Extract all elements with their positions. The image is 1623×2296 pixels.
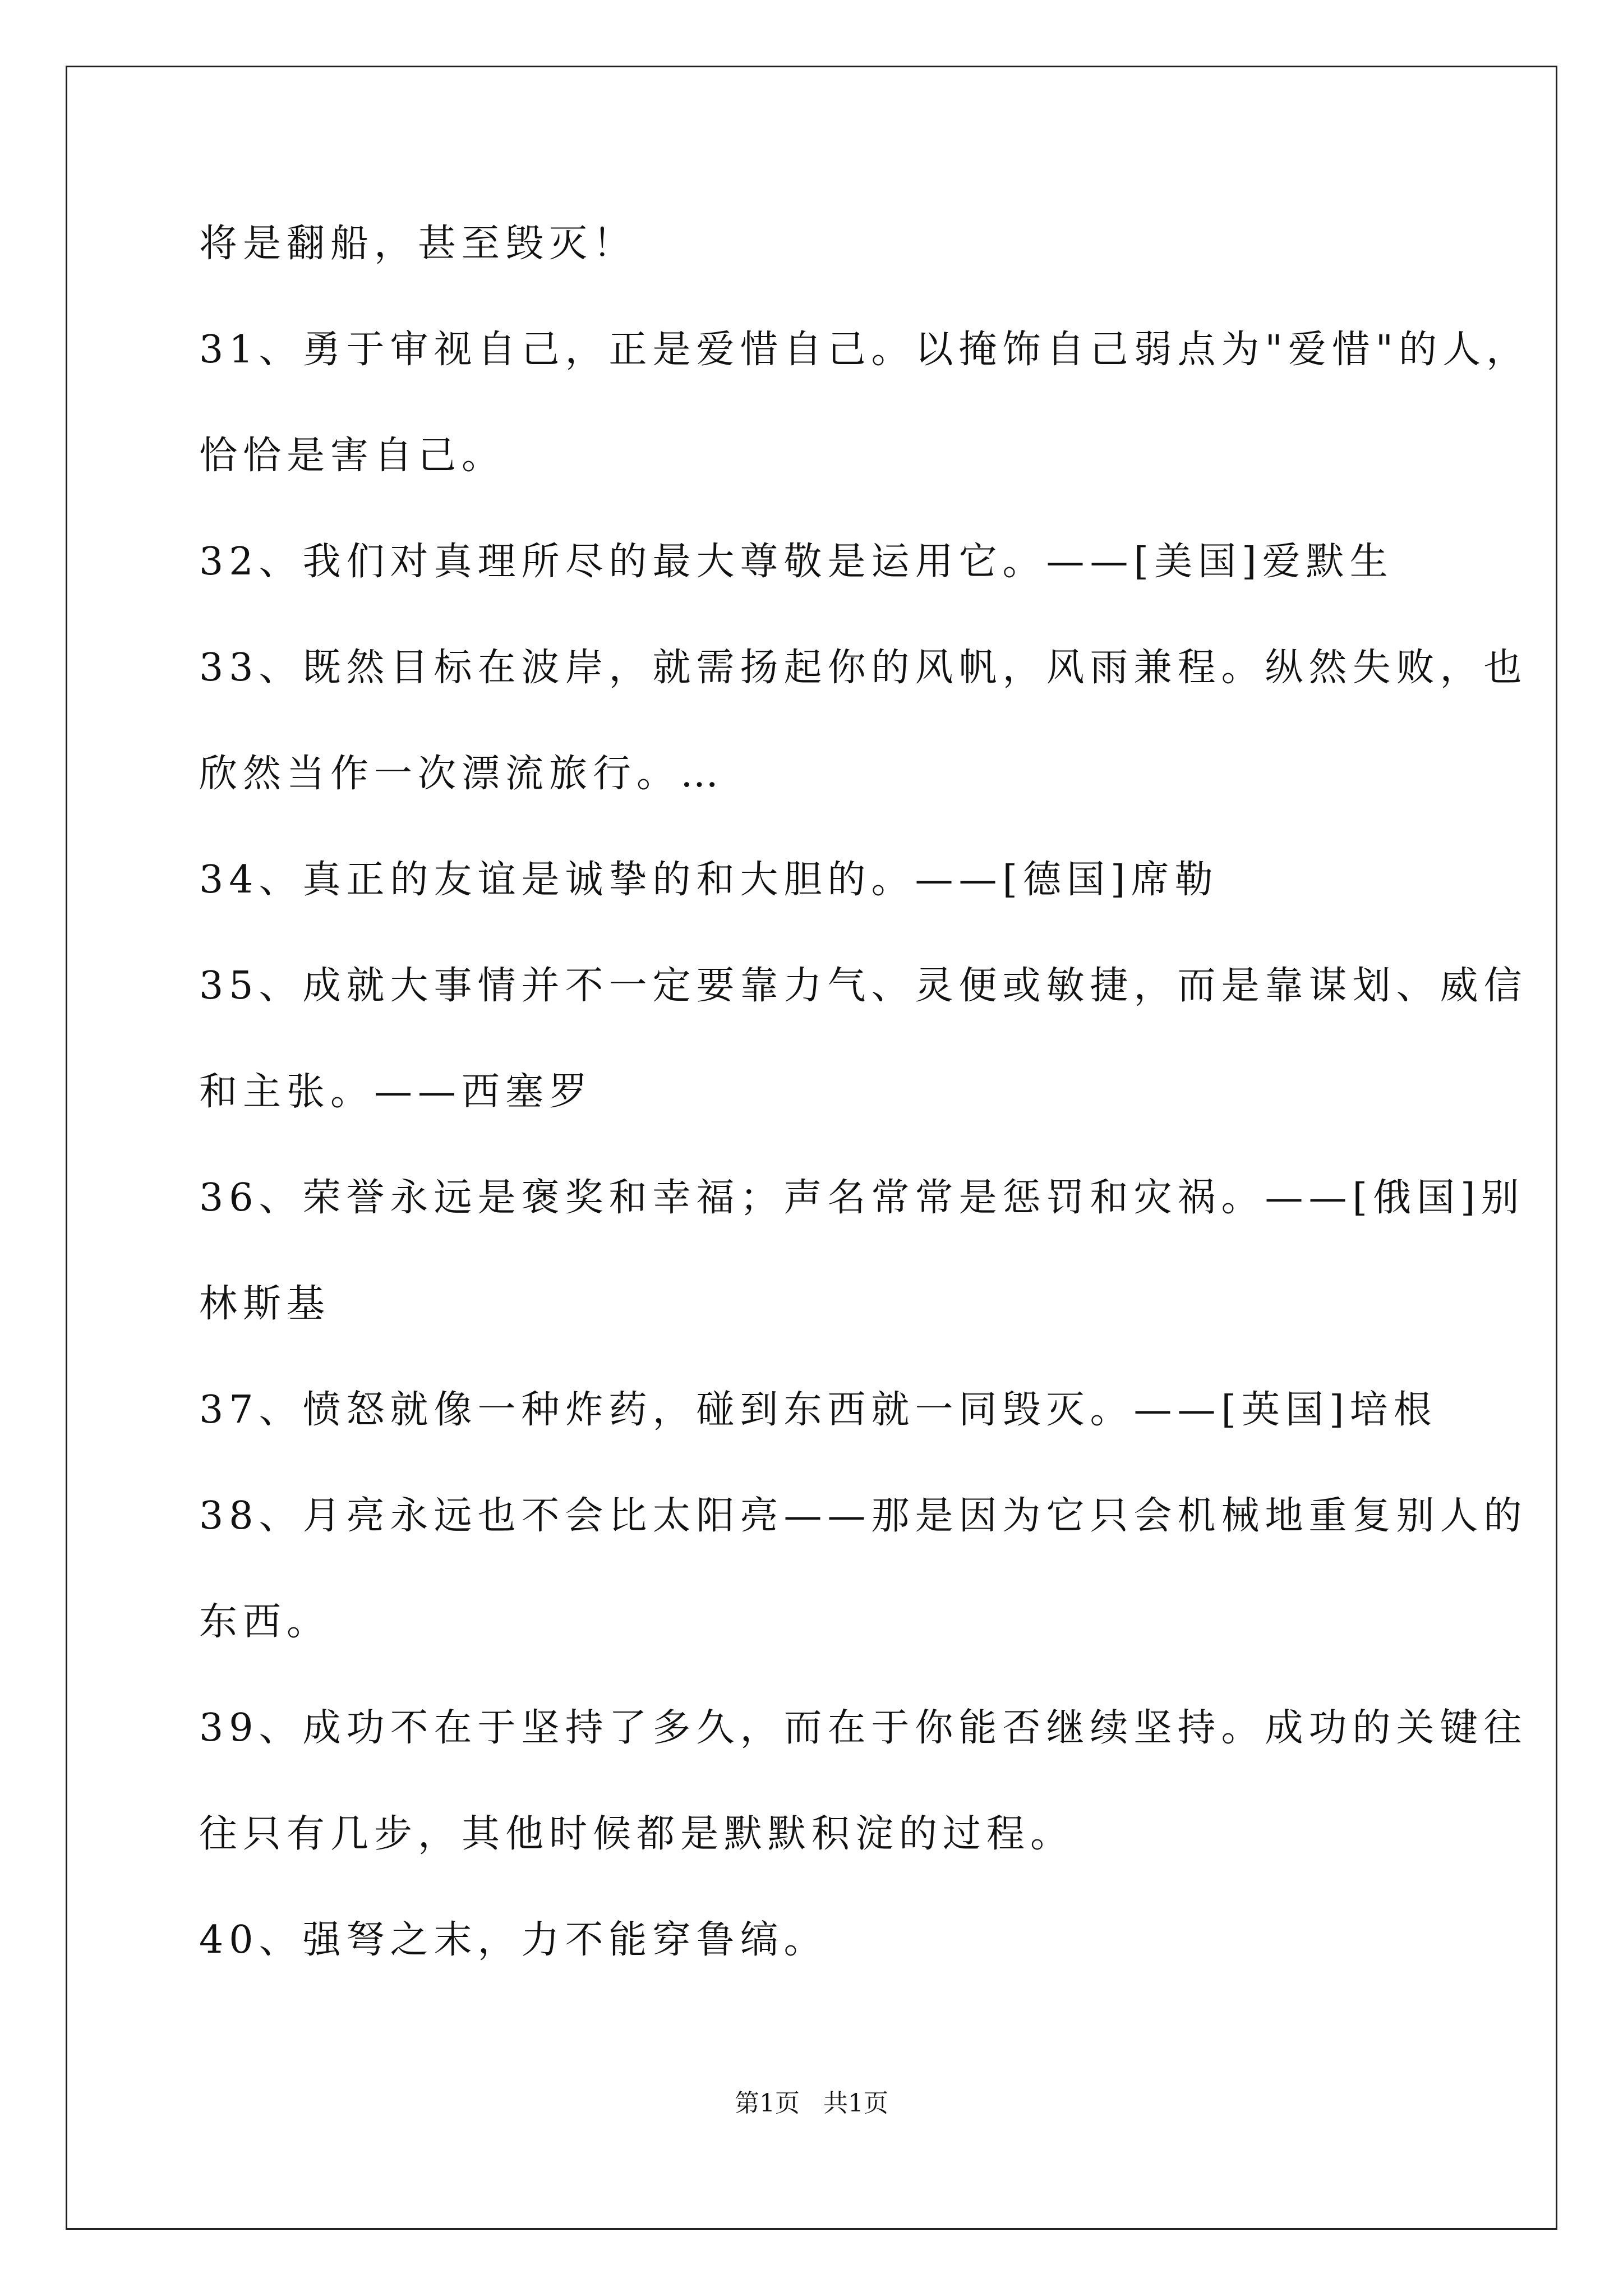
page-number-footer: 第1页 共1页 [735, 2089, 888, 2118]
text-line: 37、愤怒就像一种炸药，碰到东西就一同毁灭。——[英国]培根 [199, 1388, 1437, 1432]
text-line: 36、荣誉永远是褒奖和幸福；声名常常是惩罚和灾祸。——[俄国]别 [199, 1176, 1525, 1220]
document-body [199, 213, 1530, 2016]
text-line: 往只有几步，其他时候都是默默积淀的过程。 [199, 1812, 1075, 1856]
text-line: 32、我们对真理所尽的最大尊敬是运用它。——[美国]爱默生 [199, 540, 1394, 584]
text-line: 恰恰是害自己。 [199, 434, 506, 478]
text-line: 31、勇于审视自己，正是爱惜自己。以掩饰自己弱点为"爱惜"的人， [199, 328, 1530, 372]
text-line: 林斯基 [199, 1282, 331, 1326]
text-line: 34、真正的友谊是诚挚的和大胆的。——[德国]席勒 [199, 858, 1219, 902]
text-line: 33、既然目标在波岸，就需扬起你的风帆，风雨兼程。纵然失败，也 [199, 646, 1528, 690]
text-line: 和主张。——西塞罗 [199, 1070, 593, 1114]
text-line: 38、月亮永远也不会比太阳亮——那是因为它只会机械地重复别人的 [199, 1494, 1528, 1538]
text-line: 东西。 [199, 1600, 331, 1644]
text-line: 欣然当作一次漂流旅行。… [199, 752, 725, 796]
text-line: 39、成功不在于坚持了多久，而在于你能否继续坚持。成功的关键往 [199, 1706, 1528, 1750]
text-line: 将是翻船，甚至毁灭！ [199, 222, 637, 266]
text-line: 40、强弩之末，力不能穿鲁缟。 [199, 1918, 828, 1962]
text-line: 35、成就大事情并不一定要靠力气、灵便或敏捷，而是靠谋划、威信 [199, 964, 1528, 1008]
